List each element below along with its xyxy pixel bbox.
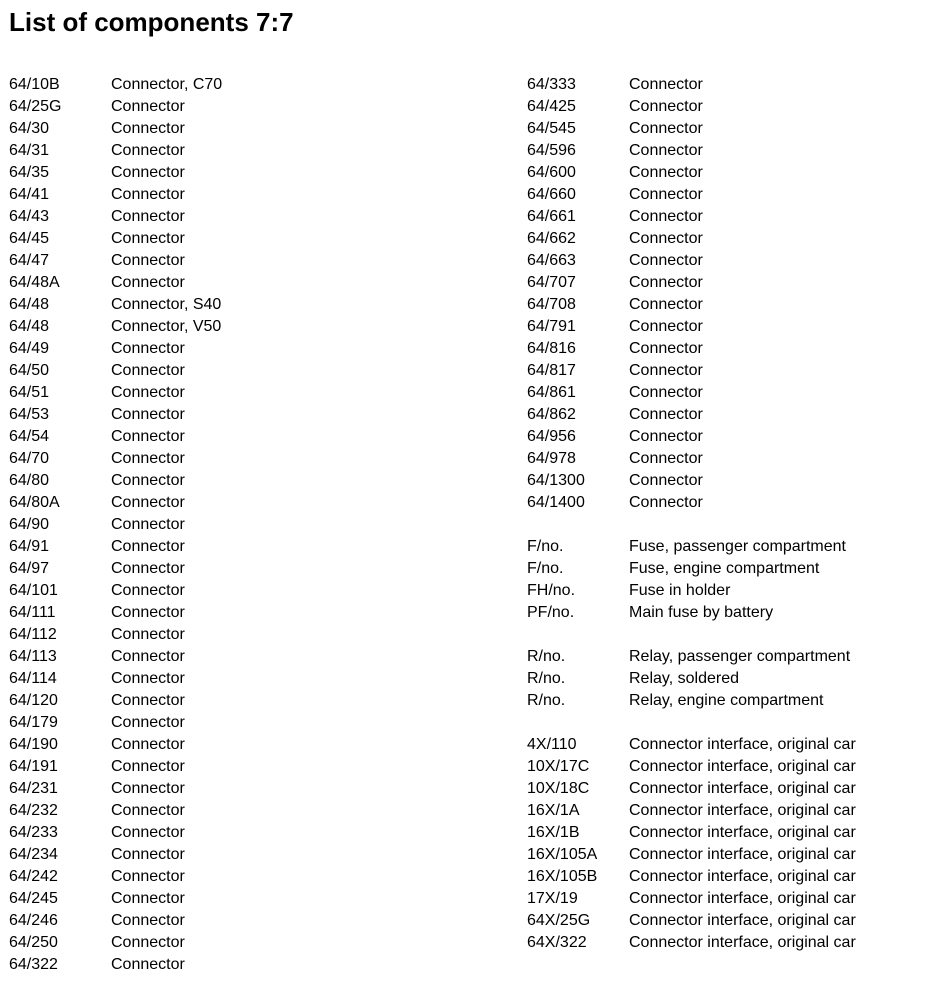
component-row — [527, 184, 922, 206]
component-code: 64/232 — [9, 802, 58, 819]
component-description: Connector — [629, 230, 703, 247]
component-description: Connector — [111, 98, 185, 115]
component-row — [527, 910, 922, 932]
component-row — [527, 206, 922, 228]
component-code: 64/31 — [9, 142, 50, 159]
component-code: 64/49 — [9, 340, 50, 357]
component-description: Connector — [111, 538, 185, 555]
component-row — [527, 492, 922, 514]
component-row — [9, 74, 489, 96]
component-row — [527, 294, 922, 316]
component-row — [9, 316, 489, 338]
component-description: Relay, passenger compartment — [629, 648, 851, 665]
component-row — [527, 778, 922, 800]
component-description: Connector interface, original car — [629, 934, 856, 951]
component-row — [9, 536, 489, 558]
component-description: Fuse, engine compartment — [629, 560, 820, 577]
component-code: 64/245 — [9, 890, 58, 907]
component-description: Connector — [629, 472, 703, 489]
component-code: 64/25G — [9, 98, 62, 115]
component-description: Connector interface, original car — [629, 780, 856, 797]
component-row — [9, 118, 489, 140]
component-description: Connector — [629, 450, 703, 467]
component-row — [527, 690, 922, 712]
component-description: Connector — [629, 120, 703, 137]
component-code: 64/112 — [9, 626, 57, 643]
component-code: 64/35 — [9, 164, 50, 181]
component-code: 64/80A — [9, 494, 60, 511]
component-row — [9, 602, 489, 624]
component-code: 64/70 — [9, 450, 50, 467]
component-row — [527, 448, 922, 470]
component-description: Connector — [111, 934, 185, 951]
component-row — [9, 668, 489, 690]
component-row — [9, 580, 489, 602]
component-code: 64/600 — [527, 164, 576, 181]
component-description: Relay, soldered — [629, 670, 739, 687]
component-row — [527, 228, 922, 250]
component-description: Connector interface, original car — [629, 890, 856, 907]
right-component-list — [527, 74, 922, 954]
component-description: Connector — [111, 494, 185, 511]
component-code: 64/596 — [527, 142, 576, 159]
component-description: Connector — [111, 956, 185, 973]
component-code: 64/30 — [9, 120, 50, 137]
component-row — [527, 668, 922, 690]
component-row — [527, 888, 922, 910]
component-description: Fuse in holder — [629, 582, 731, 599]
component-row — [527, 822, 922, 844]
component-code: 64/322 — [9, 956, 58, 973]
component-code: 64X/322 — [527, 934, 587, 951]
component-description: Connector — [111, 252, 185, 269]
component-row — [9, 404, 489, 426]
component-row — [9, 514, 489, 536]
component-row — [527, 558, 922, 580]
component-code: 64/425 — [527, 98, 576, 115]
component-description: Connector interface, original car — [629, 736, 856, 753]
component-row — [527, 272, 922, 294]
component-row — [9, 492, 489, 514]
component-row — [9, 162, 489, 184]
component-code: 64/662 — [527, 230, 576, 247]
component-row — [527, 800, 922, 822]
component-description: Connector — [111, 384, 185, 401]
component-description: Connector — [629, 296, 703, 313]
component-description: Connector — [629, 340, 703, 357]
component-row — [9, 140, 489, 162]
component-description: Connector — [111, 560, 185, 577]
component-code: 64/234 — [9, 846, 58, 863]
component-row — [9, 646, 489, 668]
component-code: 64/41 — [9, 186, 50, 203]
component-code: 64/51 — [9, 384, 50, 401]
component-row — [527, 382, 922, 404]
component-description: Connector — [111, 912, 185, 929]
component-code: 64/816 — [527, 340, 576, 357]
component-description: Connector — [111, 340, 185, 357]
left-component-list — [9, 74, 489, 976]
component-code: FH/no. — [527, 582, 576, 599]
component-description: Connector — [629, 208, 703, 225]
component-code: 64/90 — [9, 516, 50, 533]
component-row — [9, 712, 489, 734]
component-code: 64/817 — [527, 362, 576, 379]
component-row — [9, 470, 489, 492]
component-code: 64/54 — [9, 428, 50, 445]
component-description: Connector — [111, 846, 185, 863]
component-row — [527, 580, 922, 602]
component-code: 64/53 — [9, 406, 50, 423]
component-row — [9, 690, 489, 712]
component-description: Connector — [111, 274, 185, 291]
component-code: 64/120 — [9, 692, 58, 709]
component-row — [527, 756, 922, 778]
component-description: Connector — [111, 450, 185, 467]
component-row — [527, 536, 922, 558]
component-description: Connector — [629, 186, 703, 203]
component-code: 64/179 — [9, 714, 58, 731]
component-row — [9, 272, 489, 294]
component-code: 64/233 — [9, 824, 58, 841]
component-row — [9, 382, 489, 404]
component-code: 64/1400 — [527, 494, 585, 511]
component-row — [527, 338, 922, 360]
component-code: 10X/18C — [527, 780, 590, 797]
component-code: 17X/19 — [527, 890, 578, 907]
component-description: Connector — [111, 626, 185, 643]
component-row — [527, 96, 922, 118]
component-description: Connector — [629, 164, 703, 181]
component-row — [9, 778, 489, 800]
component-description: Connector — [111, 164, 185, 181]
component-description: Connector — [629, 406, 703, 423]
component-code: 64/791 — [527, 318, 576, 335]
component-row — [527, 844, 922, 866]
component-code: 64/113 — [9, 648, 57, 665]
component-code: 4X/110 — [527, 736, 577, 753]
component-code: 64/231 — [9, 780, 58, 797]
component-code: 64/956 — [527, 428, 576, 445]
component-code: 64/190 — [9, 736, 58, 753]
component-description: Connector — [111, 758, 185, 775]
component-description: Connector — [111, 406, 185, 423]
component-row — [527, 734, 922, 756]
component-code: 64/111 — [9, 604, 56, 621]
component-description: Connector — [111, 362, 185, 379]
component-row — [527, 426, 922, 448]
component-row — [9, 734, 489, 756]
component-row — [527, 404, 922, 426]
component-code: 64/191 — [9, 758, 58, 775]
component-description: Connector — [629, 494, 703, 511]
component-description: Connector — [629, 274, 703, 291]
component-row — [9, 932, 489, 954]
component-row — [527, 646, 922, 668]
component-description: Connector — [111, 186, 185, 203]
component-code: PF/no. — [527, 604, 575, 621]
component-code: 64/242 — [9, 868, 58, 885]
component-code: 64/246 — [9, 912, 58, 929]
component-code: 16X/1A — [527, 802, 580, 819]
component-description: Connector interface, original car — [629, 802, 856, 819]
component-description: Connector — [111, 868, 185, 885]
component-code: 64/708 — [527, 296, 576, 313]
component-code: F/no. — [527, 560, 564, 577]
component-row — [9, 866, 489, 888]
component-row — [9, 228, 489, 250]
component-description: Connector interface, original car — [629, 868, 856, 885]
component-row — [527, 470, 922, 492]
component-row — [9, 800, 489, 822]
component-row — [9, 756, 489, 778]
component-row — [9, 294, 489, 316]
component-description: Relay, engine compartment — [629, 692, 824, 709]
component-row — [9, 888, 489, 910]
component-row — [527, 932, 922, 954]
component-code: 64/545 — [527, 120, 576, 137]
component-row — [9, 448, 489, 470]
component-row — [527, 74, 922, 96]
component-description: Connector — [111, 604, 185, 621]
component-description: Connector — [111, 692, 185, 709]
component-code: 64/10B — [9, 76, 60, 93]
component-code: 64/47 — [9, 252, 50, 269]
component-description: Connector — [629, 362, 703, 379]
component-code: 64/333 — [527, 76, 576, 93]
component-description: Connector — [111, 516, 185, 533]
component-code: 64/80 — [9, 472, 50, 489]
page-title: List of components 7:7 — [9, 7, 294, 37]
component-description: Connector — [111, 802, 185, 819]
component-description: Fuse, passenger compartment — [629, 538, 846, 555]
component-code: 64/663 — [527, 252, 576, 269]
component-code: 64/661 — [527, 208, 576, 225]
component-code: 64/707 — [527, 274, 576, 291]
component-code: 64/50 — [9, 362, 50, 379]
component-description: Connector, V50 — [111, 318, 222, 335]
component-description: Connector interface, original car — [629, 846, 856, 863]
component-description: Connector — [111, 142, 185, 159]
component-description: Connector interface, original car — [629, 824, 856, 841]
component-description: Connector — [111, 670, 185, 687]
component-row — [9, 338, 489, 360]
component-description: Connector — [629, 98, 703, 115]
component-row — [527, 360, 922, 382]
component-row — [9, 360, 489, 382]
component-description: Connector — [111, 472, 185, 489]
component-description: Connector — [111, 230, 185, 247]
component-description: Connector — [629, 142, 703, 159]
component-code: 64X/25G — [527, 912, 591, 929]
group-spacer — [527, 624, 922, 646]
component-row — [9, 426, 489, 448]
component-row — [527, 250, 922, 272]
component-code: R/no. — [527, 670, 566, 687]
component-description: Connector, S40 — [111, 296, 222, 313]
component-description: Connector — [111, 428, 185, 445]
component-description: Connector interface, original car — [629, 758, 856, 775]
component-description: Connector — [629, 318, 703, 335]
component-description: Connector — [629, 384, 703, 401]
component-code: 64/660 — [527, 186, 576, 203]
component-code: 64/862 — [527, 406, 576, 423]
component-row — [9, 96, 489, 118]
component-code: 64/978 — [527, 450, 576, 467]
component-description: Connector — [111, 824, 185, 841]
component-row — [9, 250, 489, 272]
component-code: 16X/105A — [527, 846, 598, 863]
component-code: 10X/17C — [527, 758, 590, 775]
component-description: Connector — [111, 890, 185, 907]
component-row — [9, 558, 489, 580]
component-code: 64/861 — [527, 384, 576, 401]
component-row — [9, 822, 489, 844]
component-row — [527, 316, 922, 338]
component-code: 64/91 — [9, 538, 50, 555]
component-description: Connector — [111, 780, 185, 797]
component-code: 64/97 — [9, 560, 50, 577]
component-row — [9, 844, 489, 866]
component-row — [527, 118, 922, 140]
component-row — [527, 140, 922, 162]
component-description: Connector — [629, 76, 703, 93]
component-description: Connector — [629, 428, 703, 445]
component-code: 16X/105B — [527, 868, 598, 885]
component-description: Connector — [111, 648, 185, 665]
component-row — [9, 954, 489, 976]
component-code: R/no. — [527, 692, 566, 709]
component-code: 64/101 — [9, 582, 58, 599]
component-description: Connector — [629, 252, 703, 269]
component-row — [9, 910, 489, 932]
component-code: 64/114 — [9, 670, 57, 687]
component-code: 64/48 — [9, 296, 50, 313]
component-row — [9, 206, 489, 228]
component-code: 64/250 — [9, 934, 58, 951]
component-description: Connector — [111, 120, 185, 137]
component-description: Connector — [111, 208, 185, 225]
component-row — [9, 184, 489, 206]
component-description: Connector — [111, 582, 185, 599]
component-code: 64/1300 — [527, 472, 585, 489]
component-row — [527, 602, 922, 624]
component-description: Connector — [111, 714, 185, 731]
component-code: 16X/1B — [527, 824, 580, 841]
component-description: Connector — [111, 736, 185, 753]
group-spacer — [527, 514, 922, 536]
component-row — [527, 866, 922, 888]
component-code: R/no. — [527, 648, 566, 665]
group-spacer — [527, 712, 922, 734]
component-row — [527, 162, 922, 184]
component-code: F/no. — [527, 538, 564, 555]
component-description: Main fuse by battery — [629, 604, 774, 621]
component-description: Connector interface, original car — [629, 912, 856, 929]
component-description: Connector, C70 — [111, 76, 223, 93]
component-code: 64/48 — [9, 318, 50, 335]
component-code: 64/45 — [9, 230, 50, 247]
component-code: 64/43 — [9, 208, 50, 225]
component-code: 64/48A — [9, 274, 60, 291]
component-row — [9, 624, 489, 646]
